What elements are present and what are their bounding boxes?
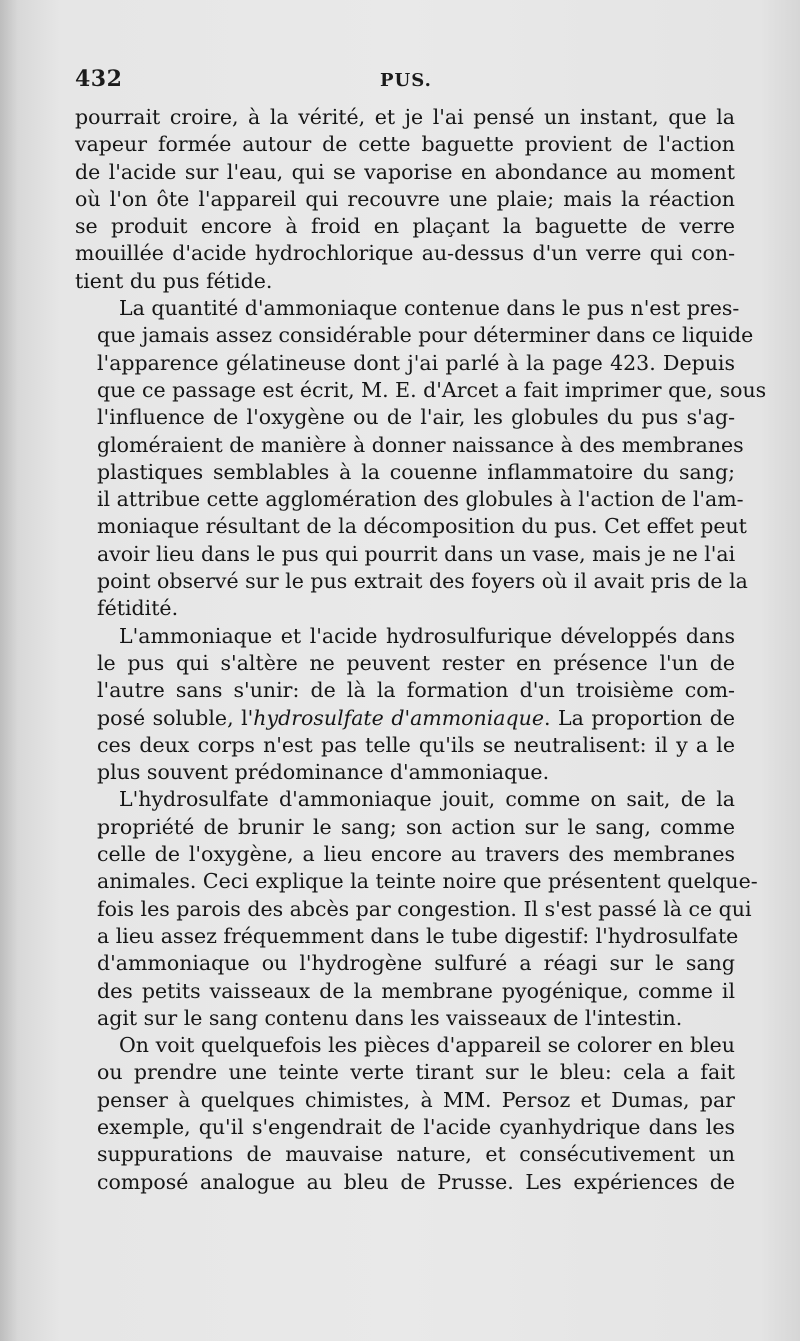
text-line: penser à quelques chimistes, à MM. Persoz et Dumas, par [97, 1087, 735, 1112]
text-line: fétidité. [97, 596, 179, 621]
paragraph [75, 786, 758, 1032]
text-line: La quantité d'ammoniaque contenue dans le pus n'est pres- [119, 296, 740, 321]
text-line: gloméraient de manière à donner naissance à des membranes [97, 432, 744, 457]
text-line: des petits vaisseaux de la membrane pyogénique, comme il [97, 978, 735, 1003]
text-line: propriété de brunir le sang; son action sur le sang, comme [97, 814, 735, 839]
text-line: On voit quelquefois les pièces d'appareil se colorer en bleu [119, 1033, 735, 1058]
text-line: l'influence de l'oxygène ou de l'air, les globules du pus s'ag- [97, 405, 735, 430]
text-line: que jamais assez considérable pour déterminer dans ce liquide [97, 323, 754, 348]
text-line: l'apparence gélatineuse dont j'ai parlé à la page 423. Depuis [97, 350, 735, 375]
text-line: suppurations de mauvaise nature, et consécutivement un [97, 1142, 735, 1167]
paragraph [75, 104, 735, 295]
text-line: se produit encore à froid en plaçant la baguette de verre [75, 214, 735, 239]
text-line: celle de l'oxygène, a lieu encore au travers des membranes [97, 842, 735, 867]
text-line: vapeur formée autour de cette baguette provient de l'action [75, 132, 735, 157]
text-line: ces deux corps n'est pas telle qu'ils se neutralisent: il y a le [97, 732, 735, 757]
text-line: l'autre sans s'unir: de là la formation d'un troisième com- [97, 678, 735, 703]
text-line: pourrait croire, à la vérité, et je l'ai pensé un instant, que la [75, 105, 735, 129]
text-line: d'ammoniaque ou l'hydrogène sulfuré a réagi sur le sang [97, 951, 735, 976]
text-line: avoir lieu dans le pus qui pourrit dans un vase, mais je ne l'ai [97, 541, 736, 566]
text-line: de l'acide sur l'eau, qui se vaporise en abondance au moment [75, 159, 735, 184]
text-line: exemple, qu'il s'engendrait de l'acide cyanhydrique dans les [97, 1114, 735, 1139]
text-line: ou prendre une teinte verte tirant sur le bleu: cela a fait [97, 1060, 735, 1085]
text-line: L'ammoniaque et l'acide hydrosulfurique développés dans [119, 623, 735, 648]
text-line: que ce passage est écrit, M. E. d'Arcet a fait imprimer que, sous [97, 377, 767, 402]
text-line: mouillée d'acide hydrochlorique au-dessus d'un verre qui con- [75, 241, 735, 266]
page-number: 432 [75, 66, 123, 92]
paragraph [75, 1032, 735, 1196]
text-line: il attribue cette agglomération des globules à l'action de l'am- [97, 487, 744, 512]
text-line: a lieu assez fréquemment dans le tube digestif: l'hydrosulfate [97, 923, 739, 948]
page-header [75, 66, 735, 106]
italic-term: hydrosulfate d'ammoniaque [253, 705, 544, 730]
text-line: plus souvent prédominance d'ammoniaque. [97, 760, 550, 785]
text-line: moniaque résultant de la décomposition du pus. Cet effet peut [97, 514, 747, 539]
text-line: posé soluble, l'hydrosulfate d'ammoniaque. La proportion de [97, 705, 735, 730]
text-line: composé analogue au bleu de Prusse. Les expériences de [97, 1169, 735, 1194]
text-line: le pus qui s'altère ne peuvent rester en présence l'un de [97, 650, 735, 675]
paragraph [75, 295, 767, 623]
text-line: point observé sur le pus extrait des foyers où il avait pris de la [97, 569, 748, 594]
paragraph [75, 623, 735, 787]
body-text [75, 104, 767, 1196]
text-line: animales. Ceci explique la teinte noire que présentent quelque- [97, 869, 758, 894]
text-line: tient du pus fétide. [75, 268, 273, 293]
text-line: L'hydrosulfate d'ammoniaque jouit, comme on sait, de la [119, 787, 735, 812]
text-line: fois les parois des abcès par congestion. Il s'est passé là ce qui [97, 896, 752, 921]
text-line: agit sur le sang contenu dans les vaisseaux de l'intestin. [97, 1005, 683, 1030]
text-line: où l'on ôte l'appareil qui recouvre une plaie; mais la réaction [75, 186, 735, 211]
text-line: plastiques semblables à la couenne inflammatoire du sang; [97, 459, 735, 484]
running-head: PUS. [380, 70, 432, 91]
